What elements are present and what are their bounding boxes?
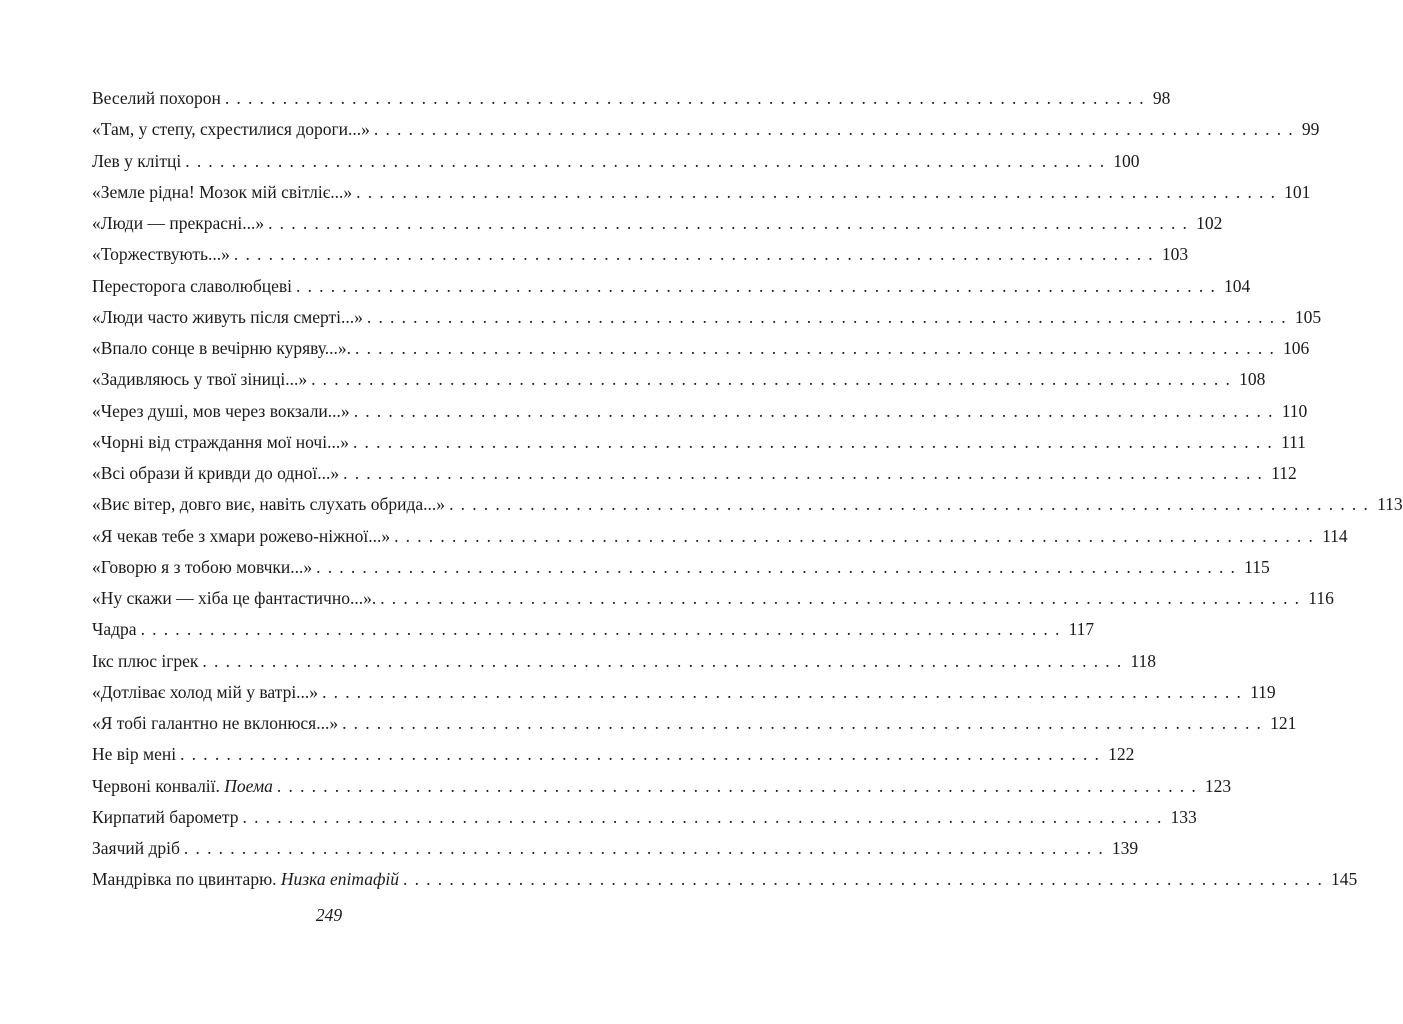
toc-entry-title <box>92 833 184 864</box>
toc-entry <box>92 146 1140 177</box>
toc-entry-title <box>92 302 367 333</box>
dot-leader: ................................................................................ <box>352 431 1279 452</box>
toc-entry <box>92 489 1403 520</box>
dot-leader: ................................................................................ <box>242 806 1169 827</box>
toc-entry-page: 98 <box>1152 88 1171 108</box>
dot-leader: ................................................................................ <box>276 775 1203 796</box>
toc-entry-page: 145 <box>1331 869 1358 890</box>
toc-entry-page: 110 <box>1281 400 1308 421</box>
dot-leader: ................................................................................ <box>322 681 1249 702</box>
toc-entry-title-text: Чадра <box>92 619 137 640</box>
toc-entry-title <box>92 83 225 114</box>
toc-entry <box>92 177 1311 208</box>
toc-entry-title <box>92 271 296 302</box>
toc-entry-title-text: «Всі образи й кривди до одної...» <box>92 463 340 483</box>
toc-entry-page: 133 <box>1170 806 1197 827</box>
dot-leader: ................................................................................ <box>353 400 1280 421</box>
toc-entry-title <box>92 864 403 895</box>
dot-leader: ................................................................................ <box>403 869 1330 890</box>
dot-leader: ................................................................................ <box>380 588 1307 608</box>
toc-entry-page: 123 <box>1204 775 1232 796</box>
toc-entry-title <box>92 552 316 583</box>
toc-entry <box>92 208 1223 239</box>
toc-entry-title <box>92 489 449 520</box>
toc-entry-page: 139 <box>1111 838 1139 858</box>
toc-entry <box>92 771 1232 802</box>
toc-entry-title <box>92 458 343 489</box>
toc-entry <box>92 302 1322 333</box>
toc-entry <box>92 521 1348 552</box>
toc-entry-page: 108 <box>1239 369 1266 390</box>
toc-entry <box>92 646 1157 677</box>
toc-entry-title-text: Не вір мені <box>92 744 177 765</box>
toc-entry <box>92 614 1095 645</box>
toc-entry-page: 106 <box>1283 338 1310 358</box>
page-number: 249 <box>315 905 343 925</box>
toc-entry-title <box>92 364 311 395</box>
toc-entry-title-italic: Поема <box>224 775 273 796</box>
toc-entry-title-text: Ікс плюс ігрек <box>92 650 199 671</box>
toc-entry <box>92 83 1171 114</box>
toc-entry-title-text: Веселий похорон <box>92 88 221 108</box>
toc-entry-title-italic: Низка епітафій <box>280 869 400 890</box>
toc-entry-page: 104 <box>1224 275 1251 296</box>
toc-entry <box>92 364 1266 395</box>
toc-entry-page: 118 <box>1130 650 1157 671</box>
toc-entry-title-text: Червоні конвалії. <box>92 775 225 796</box>
toc-entry-page: 121 <box>1270 713 1297 733</box>
dot-leader: ................................................................................ <box>140 619 1067 640</box>
toc-entry-title <box>92 614 141 645</box>
toc-entry-title-text: Мандрівка по цвинтарю. <box>92 869 281 890</box>
toc-entry-page: 119 <box>1250 681 1276 702</box>
toc-entry-title-text: Пересторога славолюбцеві <box>92 275 293 296</box>
toc-entry-title <box>92 333 355 364</box>
toc-entry <box>92 708 1297 739</box>
toc-entry <box>92 864 1358 895</box>
toc-entry-page: 114 <box>1322 525 1348 546</box>
dot-leader: ................................................................................ <box>224 88 1151 108</box>
toc-entry-page: 122 <box>1108 744 1135 765</box>
toc-entry-page: 105 <box>1294 306 1322 327</box>
dot-leader: ................................................................................ <box>233 244 1160 265</box>
dot-leader: ................................................................................ <box>296 275 1223 296</box>
toc-entry <box>92 239 1189 270</box>
toc-entry-title-text: «Я чекав тебе з хмари рожево-ніжної...» <box>92 525 391 546</box>
toc-entry <box>92 114 1320 145</box>
toc-entry-page: 117 <box>1068 619 1095 640</box>
toc-entry-title-text: «Впало сонце в вечірню куряву...». <box>92 338 352 358</box>
toc-entry-page: 113 <box>1377 494 1403 515</box>
toc-entry-title <box>92 427 353 458</box>
toc-entry-title <box>92 114 374 145</box>
toc-entry-title <box>92 802 243 833</box>
dot-leader: ................................................................................ <box>394 525 1321 546</box>
toc-entry-page: 112 <box>1271 463 1297 483</box>
toc-entry-page: 103 <box>1161 244 1189 265</box>
toc-entry-title <box>92 646 202 677</box>
table-of-contents <box>92 83 1403 896</box>
toc-entry <box>92 458 1297 489</box>
dot-leader: ................................................................................ <box>355 338 1282 358</box>
toc-entry-title <box>92 677 322 708</box>
dot-leader: ................................................................................ <box>183 838 1110 858</box>
toc-entry <box>92 427 1306 458</box>
dot-leader: ................................................................................ <box>202 650 1129 671</box>
toc-entry-title <box>92 396 354 427</box>
toc-entry-title-text: «Задивляюсь у твої зіниці...» <box>92 369 308 390</box>
toc-entry-title-text: «Дотліває холод мій у ватрі...» <box>92 681 319 702</box>
dot-leader: ................................................................................ <box>268 213 1195 233</box>
dot-leader: ................................................................................ <box>343 463 1270 483</box>
dot-leader: ................................................................................ <box>185 150 1112 171</box>
toc-entry-page: 111 <box>1280 431 1306 452</box>
toc-entry <box>92 552 1270 583</box>
toc-entry-page: 115 <box>1244 556 1270 577</box>
toc-entry <box>92 677 1276 708</box>
dot-leader: ................................................................................ <box>366 306 1293 327</box>
toc-entry-page: 101 <box>1284 181 1311 202</box>
toc-entry-title <box>92 177 356 208</box>
toc-entry-title-text: «Люди часто живуть після смерті...» <box>92 306 363 327</box>
toc-entry-page: 102 <box>1196 213 1223 233</box>
toc-entry <box>92 802 1197 833</box>
toc-entry <box>92 333 1310 364</box>
toc-entry-title <box>92 771 277 802</box>
toc-entry <box>92 739 1135 770</box>
toc-entry-title-text: «Там, у степу, схрестилися дороги...» <box>92 119 370 140</box>
toc-entry-title-text: «Через душі, мов через вокзали...» <box>92 400 350 421</box>
toc-entry <box>92 271 1251 302</box>
toc-entry-title-text: Заячий дріб <box>92 838 180 858</box>
dot-leader: ................................................................................ <box>316 556 1243 577</box>
toc-entry-title-text: «Говорю я з тобою мовчки...» <box>92 556 313 577</box>
dot-leader: ................................................................................ <box>449 494 1376 515</box>
dot-leader: ................................................................................ <box>311 369 1238 390</box>
toc-entry <box>92 583 1334 614</box>
toc-entry <box>92 833 1139 864</box>
toc-entry-page: 99 <box>1301 119 1320 140</box>
toc-entry-title-text: «Чорні від страждання мої ночі...» <box>92 431 349 452</box>
toc-entry-title-text: Кирпатий барометр <box>92 806 239 827</box>
toc-entry-title-text: «Торжествують...» <box>92 244 230 265</box>
toc-entry-title <box>92 146 185 177</box>
toc-entry-title-text: «Земле рідна! Мозок мій світліє...» <box>92 181 353 202</box>
dot-leader: ................................................................................ <box>373 119 1300 140</box>
toc-entry-title-text: «Виє вітер, довго виє, навіть слухать обрида...» <box>92 494 446 515</box>
toc-entry-title <box>92 208 268 239</box>
toc-entry-page: 116 <box>1308 588 1334 608</box>
toc-entry-title-text: «Ну скажи — хіба це фантастично...». <box>92 588 377 608</box>
toc-entry-title-text: «Я тобі галантно не вклонюся...» <box>92 713 339 733</box>
toc-entry-title-text: Лев у клітці <box>92 150 182 171</box>
dot-leader: ................................................................................ <box>342 713 1269 733</box>
toc-entry-title <box>92 583 380 614</box>
toc-entry-title-text: «Люди — прекрасні...» <box>92 213 265 233</box>
toc-entry-title <box>92 708 342 739</box>
toc-entry-title <box>92 239 234 270</box>
toc-entry-page: 100 <box>1113 150 1140 171</box>
toc-entry-title <box>92 521 394 552</box>
dot-leader: ................................................................................ <box>180 744 1107 765</box>
toc-entry <box>92 396 1308 427</box>
toc-entry-title <box>92 739 180 770</box>
dot-leader: ................................................................................ <box>356 181 1283 202</box>
